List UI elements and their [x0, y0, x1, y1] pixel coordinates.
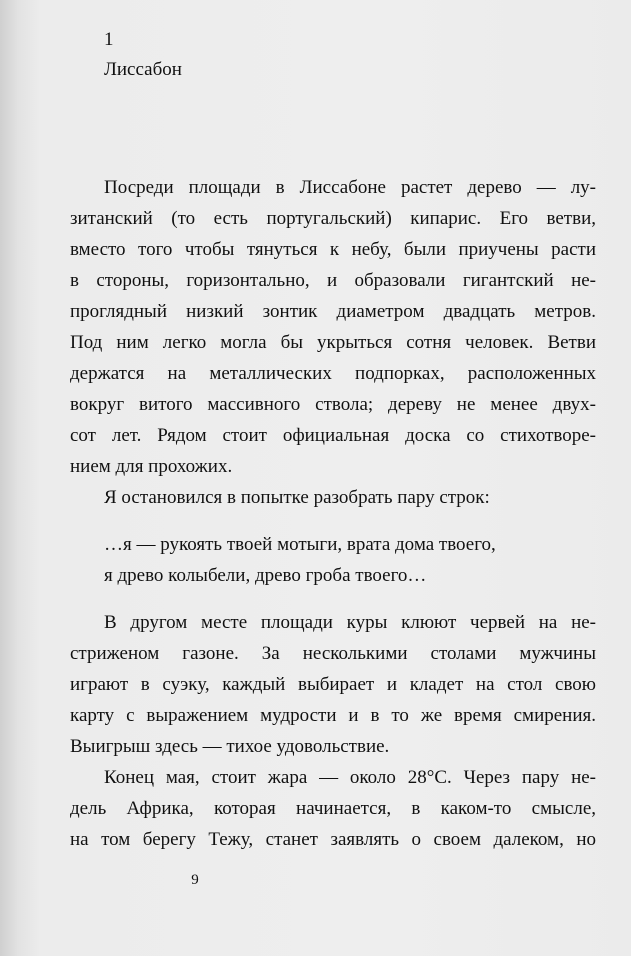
text-line: Под ним легко могла бы укрыться сотня человек. Ветви — [70, 332, 596, 353]
text-line: проглядный низкий зонтик диаметром двадцать метров. — [70, 301, 596, 322]
chapter-title: Лиссабон — [104, 59, 182, 80]
chapter-number: 1 — [104, 29, 114, 50]
text-line: нием для прохожих. — [70, 456, 233, 477]
text-line: вместо того чтобы тянуться к небу, были приучены расти — [70, 239, 596, 260]
poem-line: я древо колыбели, древо гроба твоего… — [104, 565, 427, 586]
text-line: Выигрыш здесь — тихое удовольствие. — [70, 736, 390, 757]
text-line: карту с выражением мудрости и в то же время смирения. — [70, 705, 596, 726]
text-line: Конец мая, стоит жара — около 28°С. Через пару не- — [104, 767, 596, 788]
text-line: В другом месте площади куры клюют червей на не- — [104, 612, 596, 633]
text-line: Я остановился в попытке разобрать пару строк: — [104, 487, 490, 508]
page-number: 9 — [191, 872, 199, 888]
text-line: Посреди площади в Лиссабоне растет дерево — лу- — [104, 177, 596, 198]
text-line: дель Африка, которая начинается, в каком-то смысле, — [70, 798, 596, 819]
text-line: на том берегу Тежу, станет заявлять о своем далеком, но — [70, 829, 596, 850]
poem-line: …я — рукоять твоей мотыги, врата дома твоего, — [104, 534, 496, 555]
text-line: сот лет. Рядом стоит официальная доска со стихотворе- — [70, 425, 596, 446]
text-line: зитанский (то есть португальский) кипарис. Его ветви, — [70, 208, 596, 229]
text-line: в стороны, горизонтально, и образовали гигантский не- — [70, 270, 596, 291]
text-line: вокруг витого массивного ствола; дереву не менее двух- — [70, 394, 596, 415]
text-line: стриженом газоне. За несколькими столами мужчины — [70, 643, 596, 664]
text-line: держатся на металлических подпорках, расположенных — [70, 363, 596, 384]
text-line: играют в суэку, каждый выбирает и кладет на стол свою — [70, 674, 596, 695]
